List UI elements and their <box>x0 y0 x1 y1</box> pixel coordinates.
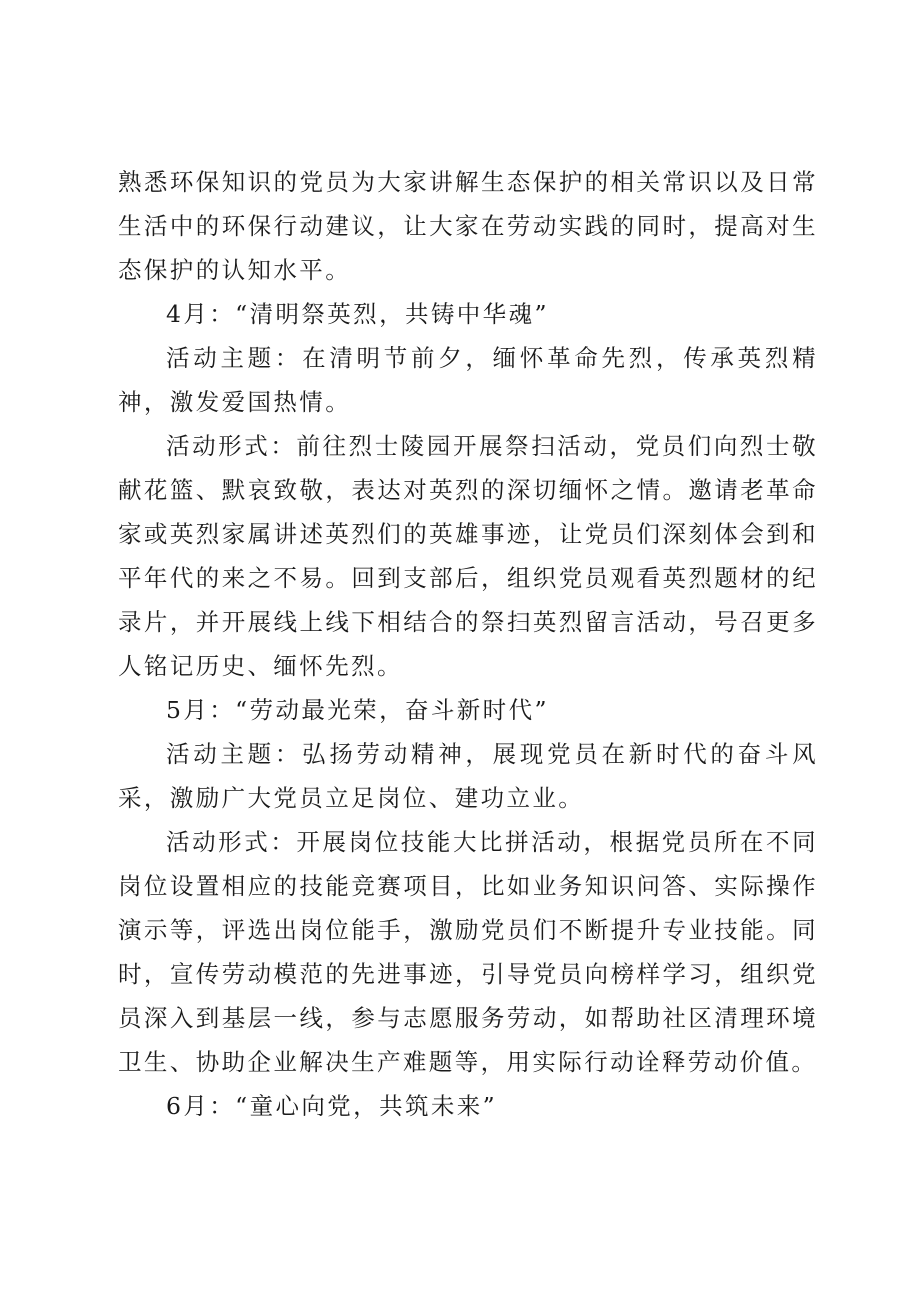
body-paragraph: 活动形式：前往烈士陵园开展祭扫活动，党员们向烈士敬献花篮、默哀致敬，表达对英烈的深切缅怀之情。邀请老革命家或英烈家属讲述英烈们的英雄事迹，让党员们深刻体会到和平年代的来之不易。回到支部后，组织党员观看英烈题材的纪录片，并开展线上线下相结合的祭扫英烈留言活动，号召更多人铭记历史、缅怀先烈。 <box>118 432 818 680</box>
month-heading-april: 4月：“清明祭英烈，共铸中华魂” <box>166 300 549 328</box>
month-heading-june: 6月：“童心向党，共筑未来” <box>166 1092 498 1120</box>
month-heading-may: 5月：“劳动最光荣，奋斗新时代” <box>166 696 549 724</box>
body-paragraph: 活动形式：开展岗位技能大比拼活动，根据党员所在不同岗位设置相应的技能竞赛项目，比如业务知识问答、实际操作演示等，评选出岗位能手，激励党员们不断提升专业技能。同时，宣传劳动模范的先进事迹，引导党员向榜样学习，组织党员深入到基层一线，参与志愿服务劳动，如帮助社区清理环境卫生、协助企业解决生产难题等，用实际行动诠释劳动价值。 <box>118 828 818 1076</box>
body-paragraph: 活动主题：弘扬劳动精神，展现党员在新时代的奋斗风采，激励广大党员立足岗位、建功立业。 <box>118 740 818 812</box>
document-page <box>118 160 818 1128</box>
body-paragraph: 熟悉环保知识的党员为大家讲解生态保护的相关常识以及日常生活中的环保行动建议，让大家在劳动实践的同时，提高对生态保护的认知水平。 <box>118 168 818 284</box>
body-paragraph: 活动主题：在清明节前夕，缅怀革命先烈，传承英烈精神，激发爱国热情。 <box>118 344 818 416</box>
